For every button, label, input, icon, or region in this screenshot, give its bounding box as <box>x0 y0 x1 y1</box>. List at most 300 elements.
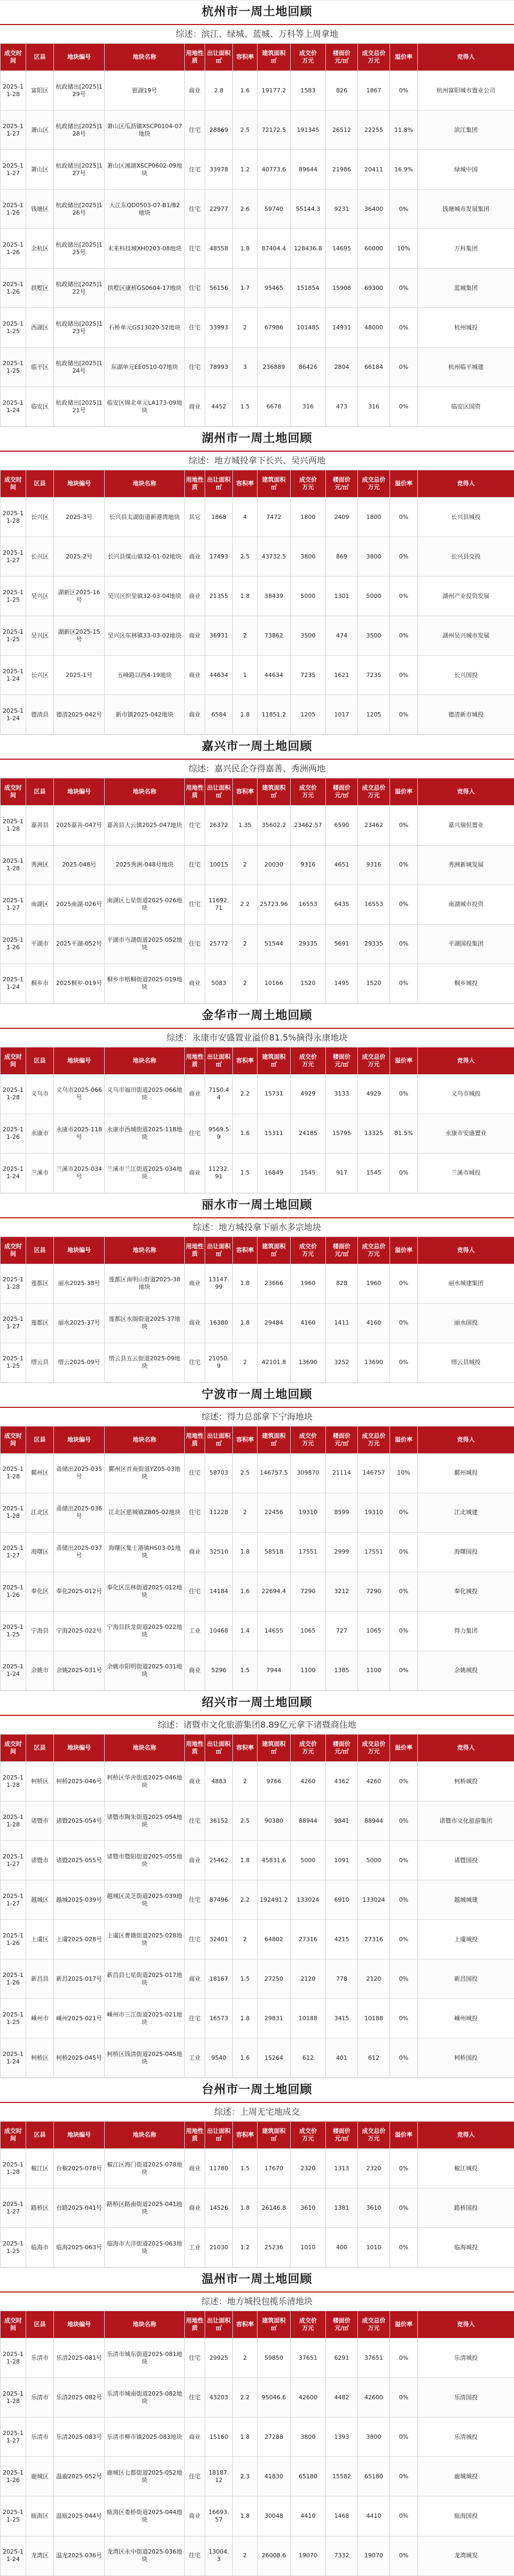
table-cell: 2025-11-26 <box>1 269 26 308</box>
column-unit: 万元 <box>302 57 314 64</box>
table-header-row <box>1 778 514 806</box>
table-cell: 商业 <box>185 1074 205 1114</box>
table-cell: 缙云县 <box>26 1343 54 1382</box>
table-row <box>1 1493 514 1532</box>
table-cell: 嵊州市 <box>26 1999 54 2038</box>
table-cell: 0% <box>390 2536 418 2575</box>
section-title: 台州市一周土地回顾 <box>0 2078 514 2102</box>
table-cell: 诸暨市陶朱街道2025-054地块 <box>105 1801 185 1841</box>
column-header: 地块名称 <box>105 470 185 498</box>
table-cell: 东湖单元EE0510-07地块 <box>105 348 185 387</box>
table-cell: 住宅 <box>185 2378 205 2417</box>
column-unit: ㎡ <box>271 2325 277 2332</box>
table-cell: 杭政储出[2025]124号 <box>54 348 105 387</box>
table-cell: 3133 <box>326 1074 358 1114</box>
table-cell: 16693.57 <box>205 2496 233 2536</box>
table-cell: 0% <box>390 1532 418 1572</box>
table-cell: 瓯海区 <box>26 2496 54 2536</box>
table-row <box>1 2417 514 2457</box>
table-cell: 2025-11-28 <box>1 2149 26 2188</box>
table-cell: 吴兴区 <box>26 616 54 656</box>
column-header: 建筑面积 ㎡ <box>258 470 291 498</box>
table-cell: 0% <box>390 1153 418 1193</box>
table-cell: 59740 <box>258 190 291 229</box>
table-cell: 住宅 <box>185 229 205 269</box>
table-cell: 16553 <box>358 885 390 924</box>
table-cell: 4929 <box>358 1074 390 1114</box>
table-row <box>1 229 514 269</box>
table-cell: 1.8 <box>233 695 258 735</box>
table-cell: 1100 <box>291 1651 326 1690</box>
table-cell: 鄞州区 <box>26 1453 54 1493</box>
table-cell: 乐清国投 <box>418 2378 514 2417</box>
table-cell: 24185 <box>291 1114 326 1153</box>
column-header: 地块编号 <box>54 470 105 498</box>
table-cell: 22977 <box>205 190 233 229</box>
table-cell: 2025-11-25 <box>1 2228 26 2267</box>
table-cell: 1.6 <box>233 1572 258 1611</box>
column-header: 建筑面积 ㎡ <box>258 2122 291 2149</box>
table-cell: 1468 <box>326 2496 358 2536</box>
table-cell: 2025-11-27 <box>1 2188 26 2228</box>
table-cell: 5296 <box>205 1651 233 1690</box>
table-row <box>1 2496 514 2536</box>
table-cell: 海曙国投 <box>418 1532 514 1572</box>
table-cell: 临海城投 <box>418 2228 514 2267</box>
table-cell: 1.6 <box>233 2038 258 2078</box>
column-unit: 元/㎡ <box>334 792 349 799</box>
table-cell: 146757 <box>358 1453 390 1493</box>
table-cell: 1495 <box>326 964 358 1003</box>
table-cell: 商业 <box>185 387 205 427</box>
table-cell: 151854 <box>291 269 326 308</box>
table-cell: 商业 <box>185 1959 205 1999</box>
section-huzhou <box>0 427 514 735</box>
table-cell: 59850 <box>258 2338 291 2378</box>
table-cell: 1.8 <box>233 1999 258 2038</box>
table-cell: 未来科技城XH0203-08地块 <box>105 229 185 269</box>
section-summary: 综述：得力总部拿下宁海地块 <box>0 1407 514 1426</box>
table-cell: 4410 <box>291 2496 326 2536</box>
column-header: 区县 <box>26 1047 54 1074</box>
table-cell: 19070 <box>291 2536 326 2575</box>
section-title: 湖州市一周土地回顾 <box>0 427 514 451</box>
table-cell: 16.9% <box>390 150 418 190</box>
table-cell: 18167 <box>205 1959 233 1999</box>
table-cell: 长兴区 <box>26 498 54 537</box>
table-cell: 住宅 <box>185 924 205 964</box>
column-header: 成交价 万元 <box>291 2122 326 2149</box>
table-cell: 住宅 <box>185 308 205 348</box>
column-header: 成交时间 <box>1 44 26 71</box>
table-cell: 西湖区 <box>26 308 54 348</box>
table-row <box>1 2536 514 2575</box>
table-row <box>1 498 514 537</box>
table-cell: 2 <box>233 1343 258 1382</box>
table-cell: 2025-11-28 <box>1 1801 26 1841</box>
table-cell: 29335 <box>358 924 390 964</box>
table-cell: 0% <box>390 1611 418 1651</box>
table-cell: 1091 <box>326 1841 358 1880</box>
table-cell: 杭政储出[2025]128号 <box>54 111 105 150</box>
table-cell: 永康市西城街道2025-118地块 <box>105 1114 185 1153</box>
column-header: 用地性质 <box>185 1426 205 1453</box>
table-cell: 1205 <box>291 695 326 735</box>
table-cell: 得力集团 <box>418 1611 514 1651</box>
table-row <box>1 2457 514 2496</box>
table-cell: 13325 <box>358 1114 390 1153</box>
column-header: 竞得人 <box>418 44 514 71</box>
column-unit: ㎡ <box>216 1250 222 1257</box>
table-cell: 兰溪市城投 <box>418 1153 514 1193</box>
table-cell: 越城区灵芝街道2025-039地块 <box>105 1880 185 1920</box>
column-unit: 元/㎡ <box>334 2325 349 2332</box>
table-cell: 45831.6 <box>258 1841 291 1880</box>
column-header: 建筑面积 ㎡ <box>258 2311 291 2338</box>
land-deal-table <box>0 1236 514 1383</box>
table-cell: 37651 <box>291 2338 326 2378</box>
column-header: 竞得人 <box>418 1735 514 1762</box>
table-cell: 17670 <box>258 2149 291 2188</box>
table-cell: 0% <box>390 845 418 885</box>
column-unit: 万元 <box>302 1439 314 1447</box>
table-cell: 临海市大洋街道2025-063地块 <box>105 2228 185 2267</box>
table-cell: 0% <box>390 1880 418 1920</box>
column-header: 建筑面积 ㎡ <box>258 1236 291 1264</box>
table-cell: 乐清市 <box>26 2378 54 2417</box>
table-row <box>1 150 514 190</box>
table-cell: 7290 <box>291 1572 326 1611</box>
table-cell: 23462.57 <box>291 806 326 845</box>
table-cell: 鹿城城投 <box>418 2457 514 2496</box>
column-header: 成交价 万元 <box>291 1236 326 1264</box>
table-cell: 1.6 <box>233 1114 258 1153</box>
table-cell: 住宅 <box>185 2338 205 2378</box>
table-cell: 4160 <box>358 1303 390 1343</box>
table-cell: 21355 <box>205 577 233 616</box>
table-cell: 江北区慈城镇ZB05-02地块 <box>105 1493 185 1532</box>
table-cell: 26008.6 <box>258 2536 291 2575</box>
table-cell: 2025-11-26 <box>1 190 26 229</box>
column-unit: ㎡ <box>271 484 277 491</box>
column-header: 建筑面积 ㎡ <box>258 778 291 806</box>
table-cell: 612 <box>291 2038 326 2078</box>
table-cell: 永康市安盛置业 <box>418 1114 514 1153</box>
column-header: 楼面价 元/㎡ <box>326 1236 358 1264</box>
table-cell: 诸暨2025-054号 <box>54 1801 105 1841</box>
table-cell: 台椒2025-078号 <box>54 2149 105 2188</box>
table-cell: 2025-11-28 <box>1 806 26 845</box>
table-cell: 55144.3 <box>291 190 326 229</box>
table-cell: 27288 <box>258 2417 291 2457</box>
table-cell: 商业 <box>185 1841 205 1880</box>
table-row <box>1 1264 514 1303</box>
table-cell: 17551 <box>358 1532 390 1572</box>
table-cell: 14655 <box>258 1611 291 1651</box>
table-cell: 上虞2025-028号 <box>54 1920 105 1959</box>
table-cell: 869 <box>326 537 358 577</box>
table-cell: 1583 <box>291 71 326 111</box>
column-header: 区县 <box>26 2311 54 2338</box>
column-header: 容积率 <box>233 2122 258 2149</box>
table-cell: 1.5 <box>233 1959 258 1999</box>
table-cell: 临海市 <box>26 2228 54 2267</box>
table-cell: 64802 <box>258 1920 291 1959</box>
column-header: 地块编号 <box>54 778 105 806</box>
table-header-row <box>1 1047 514 1074</box>
table-row <box>1 537 514 577</box>
table-cell: 28869 <box>205 111 233 150</box>
table-cell: 2025-11-27 <box>1 885 26 924</box>
column-header: 地块名称 <box>105 1236 185 1264</box>
table-cell: 钱塘区 <box>26 190 54 229</box>
table-cell: 20030 <box>258 845 291 885</box>
table-cell: 商业 <box>185 616 205 656</box>
column-unit: ㎡ <box>216 1439 222 1447</box>
table-cell: 6584 <box>205 695 233 735</box>
table-cell: 乐清城投 <box>418 2417 514 2457</box>
table-cell: 杭政储出[2025]125号 <box>54 229 105 269</box>
table-cell: 富阳区 <box>26 71 54 111</box>
table-cell: 1.8 <box>233 1303 258 1343</box>
table-cell: 10015 <box>205 845 233 885</box>
table-cell: 14931 <box>326 308 358 348</box>
column-unit: 万元 <box>368 1250 380 1257</box>
table-cell: 0% <box>390 1959 418 1999</box>
column-header: 地块编号 <box>54 2311 105 2338</box>
table-cell: 乐清市柳市镇2025-083地块 <box>105 2417 185 2457</box>
table-cell: 15731 <box>258 1074 291 1114</box>
table-cell: 1800 <box>291 498 326 537</box>
table-cell: 2 <box>233 1493 258 1532</box>
table-cell: 瓯海区娄桥街道2025-044地块 <box>105 2496 185 2536</box>
table-cell: 5000 <box>358 577 390 616</box>
table-cell: 2025-3号 <box>54 498 105 537</box>
table-cell: 住宅 <box>185 111 205 150</box>
column-header: 溢价率 <box>390 1426 418 1453</box>
table-cell: 椒江区海门街道2025-078地块 <box>105 2149 185 2188</box>
table-cell: 26512 <box>326 111 358 150</box>
table-cell: 1313 <box>326 2149 358 2188</box>
table-cell: 778 <box>326 1959 358 1999</box>
table-cell: 4215 <box>326 1920 358 1959</box>
table-cell: 1.8 <box>233 1532 258 1572</box>
table-cell: 2025-11-27 <box>1 1532 26 1572</box>
column-header: 成交时间 <box>1 778 26 806</box>
section-jinhua <box>0 1004 514 1193</box>
table-cell: 2025-11-26 <box>1 229 26 269</box>
table-cell: 27250 <box>258 1959 291 1999</box>
table-cell: 5000 <box>358 1841 390 1880</box>
column-unit: 万元 <box>302 484 314 491</box>
table-cell: 1.5 <box>233 2149 258 2188</box>
table-row <box>1 1999 514 2038</box>
column-unit: 万元 <box>302 792 314 799</box>
land-deal-table <box>0 2121 514 2267</box>
column-unit: 万元 <box>368 484 380 491</box>
table-cell: 0% <box>390 537 418 577</box>
table-cell: 3212 <box>326 1572 358 1611</box>
table-cell: 17493 <box>205 537 233 577</box>
table-cell: 0% <box>390 269 418 308</box>
table-cell: 住宅 <box>185 845 205 885</box>
table-cell: 3610 <box>358 2188 390 2228</box>
table-cell: 35602.2 <box>258 806 291 845</box>
table-cell: 3800 <box>358 537 390 577</box>
table-cell: 嵊州2025-021号 <box>54 1999 105 2038</box>
table-row <box>1 616 514 656</box>
table-cell: 0% <box>390 498 418 537</box>
table-cell: 越城2025-039号 <box>54 1880 105 1920</box>
table-cell: 2025-11-28 <box>1 71 26 111</box>
table-header-row <box>1 2122 514 2149</box>
table-cell: 5691 <box>326 924 358 964</box>
table-cell: 鄞州城投 <box>418 1453 514 1493</box>
table-cell: 嵊州城投 <box>418 1999 514 2038</box>
table-cell: 0% <box>390 1999 418 2038</box>
column-header: 楼面价 元/㎡ <box>326 2311 358 2338</box>
table-cell: 95046.6 <box>258 2378 291 2417</box>
table-cell: 住宅 <box>185 1880 205 1920</box>
table-cell: 21050.9 <box>205 1343 233 1382</box>
table-cell: 杭政储出[2025]122号 <box>54 269 105 308</box>
table-cell: 19310 <box>358 1493 390 1532</box>
section-title: 丽水市一周土地回顾 <box>0 1193 514 1217</box>
table-cell: 2.3 <box>233 2457 258 2496</box>
table-cell: 14526 <box>205 2188 233 2228</box>
table-cell: 万科集团 <box>418 229 514 269</box>
table-cell: 192491.2 <box>258 1880 291 1920</box>
table-cell: 义乌市 <box>26 1074 54 1114</box>
table-row <box>1 1651 514 1690</box>
column-header: 成交价 万元 <box>291 1426 326 1453</box>
table-cell: 商业 <box>185 537 205 577</box>
column-header: 竞得人 <box>418 1426 514 1453</box>
table-cell: 新昌县七星街道2025-017地块 <box>105 1959 185 1999</box>
table-cell: 11232.91 <box>205 1153 233 1193</box>
column-header: 成交时间 <box>1 470 26 498</box>
column-header: 容积率 <box>233 1047 258 1074</box>
table-cell: 400 <box>326 2228 358 2267</box>
table-cell: 2025南湖-026号 <box>54 885 105 924</box>
table-row <box>1 2378 514 2417</box>
table-cell: 2025-11-28 <box>1 1264 26 1303</box>
table-cell: 南湖城市投资 <box>418 885 514 924</box>
table-cell: 湖州吴兴城市发展 <box>418 616 514 656</box>
table-cell: 4482 <box>326 2378 358 2417</box>
table-cell: 474 <box>326 616 358 656</box>
table-cell: 7235 <box>291 656 326 695</box>
table-cell: 江北城建 <box>418 1493 514 1532</box>
section-title: 嘉兴市一周土地回顾 <box>0 735 514 759</box>
table-cell: 0% <box>390 577 418 616</box>
table-row <box>1 845 514 885</box>
column-unit: 元/㎡ <box>334 484 349 491</box>
table-cell: 191345 <box>291 111 326 150</box>
table-cell: 平湖国投集团 <box>418 924 514 964</box>
table-cell: 27316 <box>291 1920 326 1959</box>
table-cell: 2025-11-28 <box>1 1074 26 1114</box>
table-row <box>1 656 514 695</box>
table-cell: 826 <box>326 71 358 111</box>
table-cell: 长兴县城投 <box>418 498 514 537</box>
table-cell: 2025嘉善-047号 <box>54 806 105 845</box>
table-cell: 2025-11-26 <box>1 1572 26 1611</box>
table-cell: 新市镇2025-042地块 <box>105 695 185 735</box>
table-cell: 0% <box>390 2149 418 2188</box>
table-cell: 绿城中国 <box>418 150 514 190</box>
column-header: 区县 <box>26 470 54 498</box>
column-header: 区县 <box>26 1426 54 1453</box>
table-cell: 商业 <box>185 1264 205 1303</box>
table-row <box>1 269 514 308</box>
table-cell: 25723.96 <box>258 885 291 924</box>
column-unit: ㎡ <box>216 792 222 799</box>
table-cell: 1.8 <box>233 2417 258 2457</box>
table-cell: 316 <box>358 387 390 427</box>
table-cell: 33978 <box>205 150 233 190</box>
table-row <box>1 1762 514 1801</box>
column-unit: ㎡ <box>271 2135 277 2142</box>
table-cell: 0% <box>390 1264 418 1303</box>
column-unit: ㎡ <box>216 2135 222 2142</box>
table-cell: 1.8 <box>233 2496 258 2536</box>
table-cell: 11851.2 <box>258 695 291 735</box>
section-title: 绍兴市一周土地回顾 <box>0 1691 514 1715</box>
table-cell: 42600 <box>291 2378 326 2417</box>
table-cell: 嘉兴瑞恒置业 <box>418 806 514 845</box>
table-cell: 9766 <box>258 1762 291 1801</box>
table-cell: 住宅 <box>185 1572 205 1611</box>
table-cell: 13690 <box>358 1343 390 1382</box>
table-cell: 2.6 <box>233 190 258 229</box>
table-cell: 宁海县跃龙街道2025-022地块 <box>105 1611 185 1651</box>
table-cell: 奉化区岳林街道2025-012地块 <box>105 1572 185 1611</box>
table-cell: 11228 <box>205 1493 233 1532</box>
column-unit: 万元 <box>368 2135 380 2142</box>
table-cell: 柯桥区华舍街道2025-046地块 <box>105 1762 185 1801</box>
section-summary: 综述：上周无宅地成交 <box>0 2102 514 2121</box>
column-unit: 万元 <box>368 1439 380 1447</box>
table-cell: 1065 <box>291 1611 326 1651</box>
table-cell: 2025-11-27 <box>1 1880 26 1920</box>
table-cell: 2.5 <box>233 537 258 577</box>
table-cell: 3800 <box>358 2417 390 2457</box>
table-cell: 2025-11-25 <box>1 1999 26 2038</box>
table-cell: 鄞州区首南街道YZ05-03地块 <box>105 1453 185 1493</box>
column-unit: ㎡ <box>216 1060 222 1068</box>
table-header-row <box>1 2311 514 2338</box>
table-row <box>1 1920 514 1959</box>
table-cell: 22694.4 <box>258 1572 291 1611</box>
table-cell: 25236 <box>258 2228 291 2267</box>
table-cell: 宁海2025-022号 <box>54 1611 105 1651</box>
table-cell: 36931 <box>205 616 233 656</box>
table-row <box>1 1572 514 1611</box>
table-cell: 莲都区水阁街道2025-37地块 <box>105 1303 185 1343</box>
table-cell: 2 <box>233 1762 258 1801</box>
table-cell: 133024 <box>291 1880 326 1920</box>
table-cell: 新昌县 <box>26 1959 54 1999</box>
column-unit: 万元 <box>302 1748 314 1755</box>
table-cell: 越城区 <box>26 1880 54 1920</box>
table-cell: 湖新区2025-16号 <box>54 577 105 616</box>
table-cell: 4883 <box>205 1762 233 1801</box>
table-cell: 商业 <box>185 1762 205 1801</box>
table-cell: 3500 <box>291 616 326 656</box>
column-header: 溢价率 <box>390 778 418 806</box>
table-cell: 杭政储出[2025]126号 <box>54 190 105 229</box>
